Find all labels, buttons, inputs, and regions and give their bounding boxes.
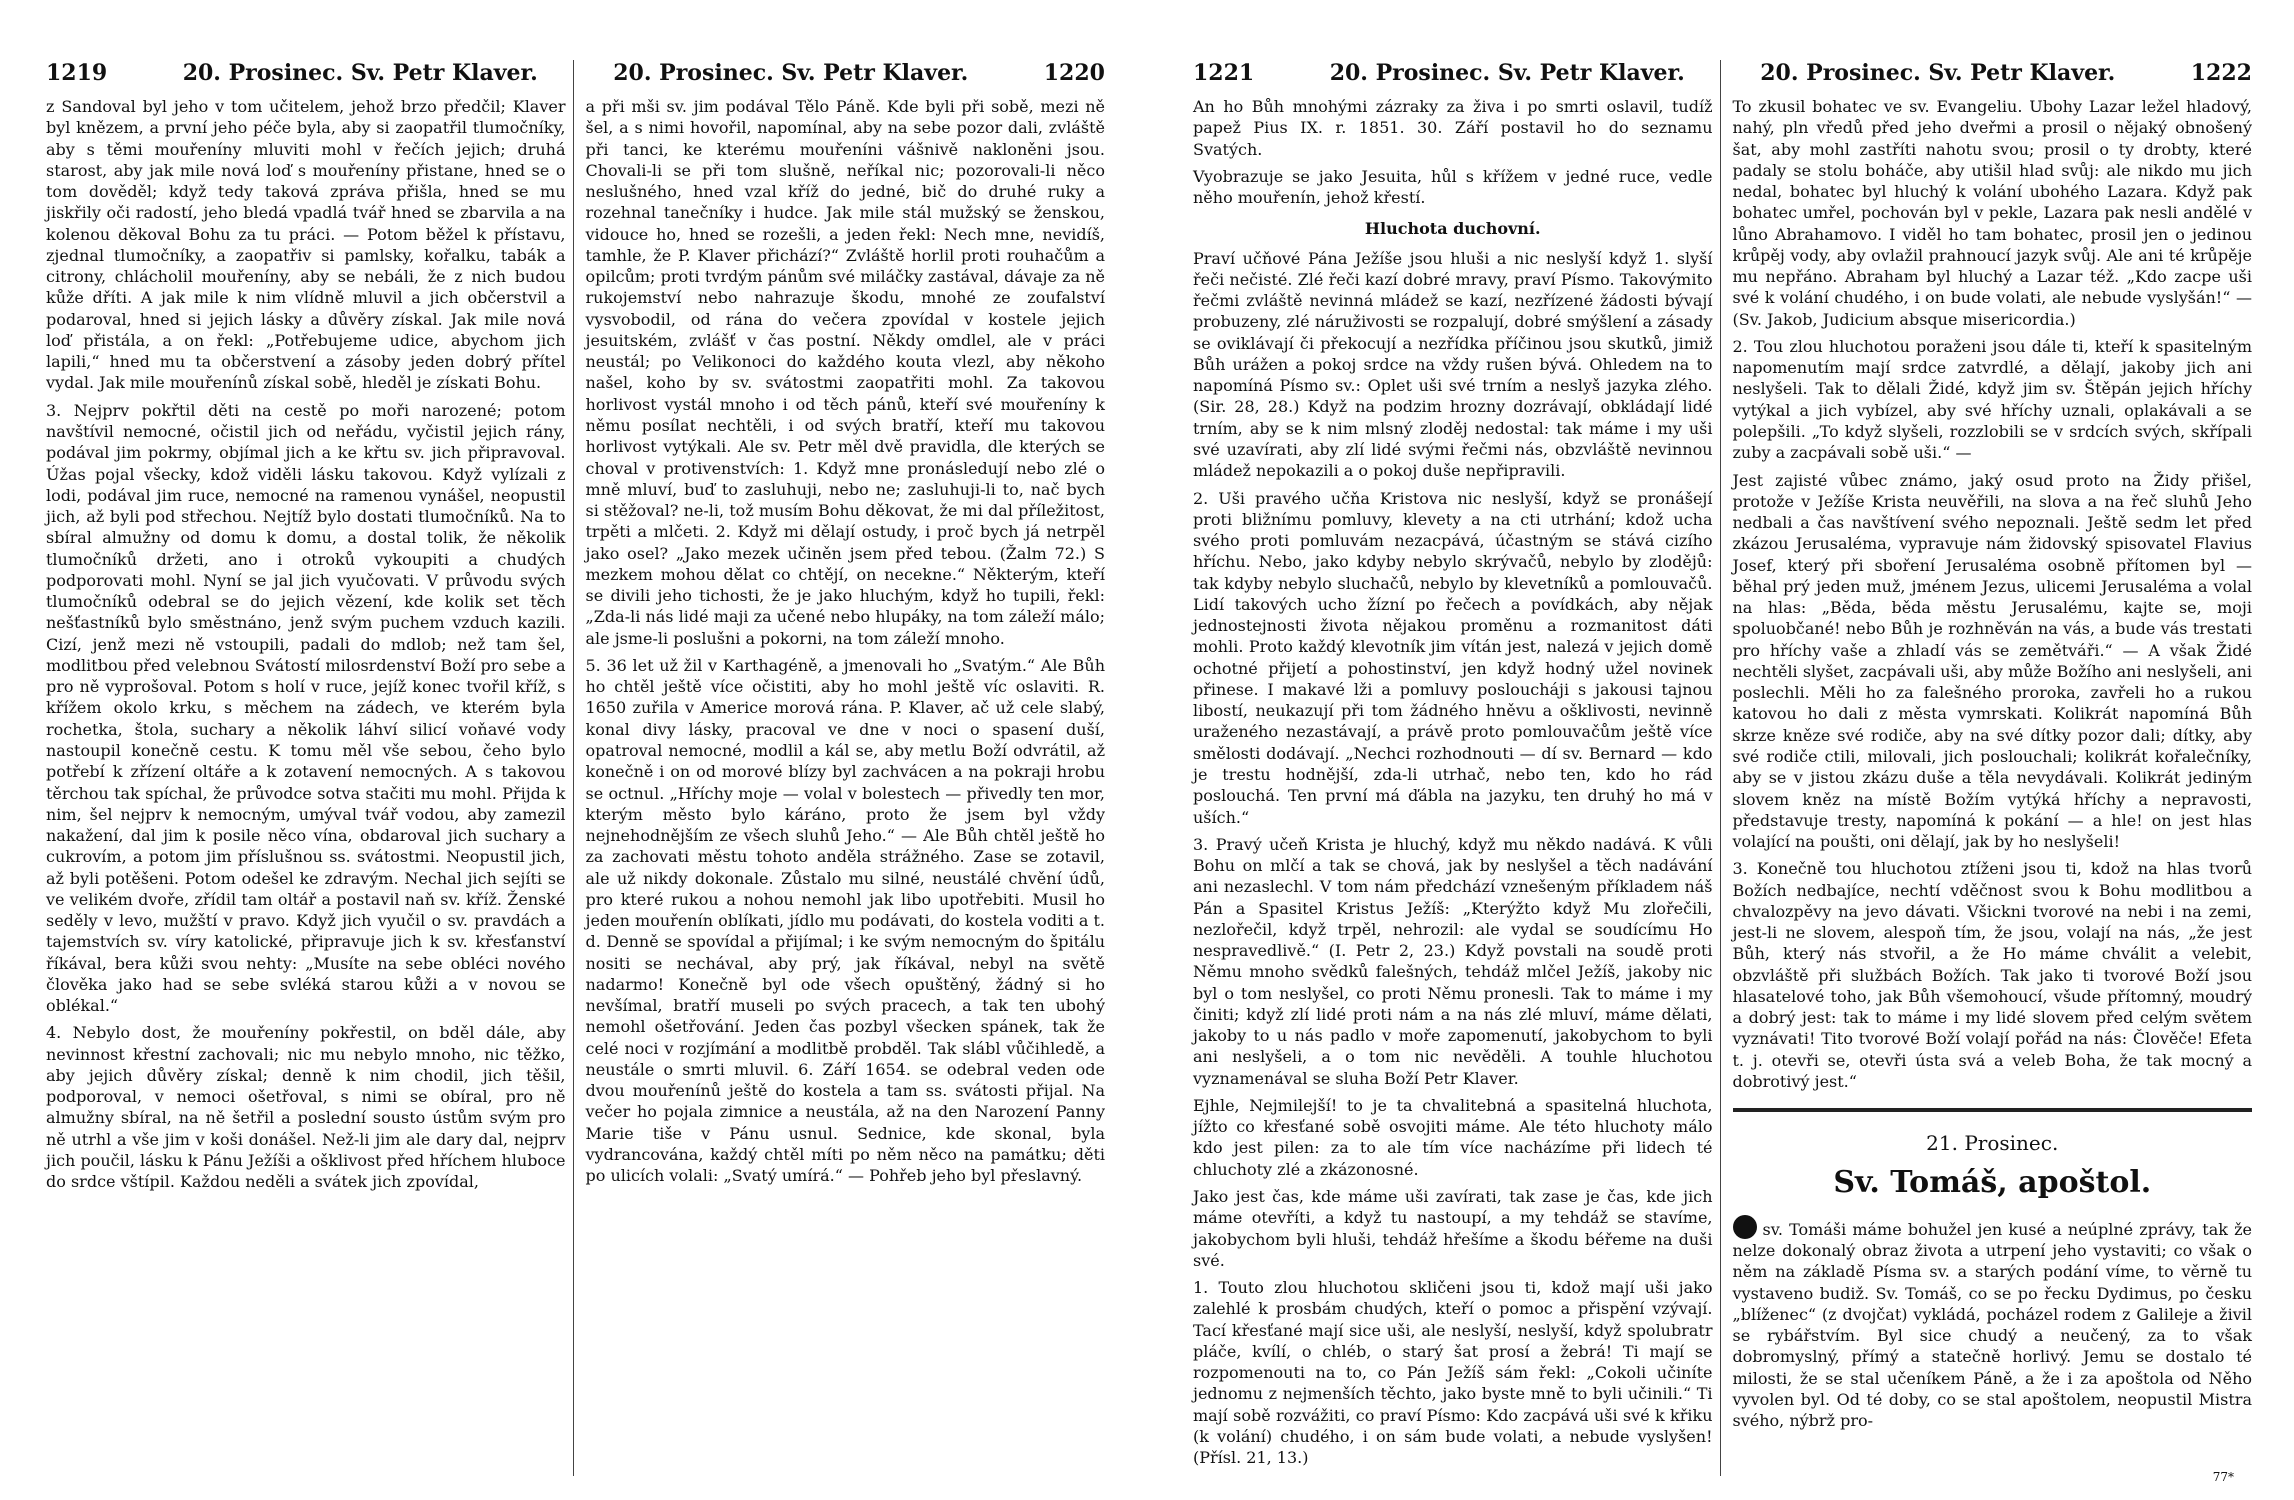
paragraph: To zkusil bohatec ve sv. Evangeliu. Ubohy Lazar ležel hladový, nahý, pln vředů před jeho dveřmi a prosil o nějaký obnošený šat, aby mohl zastříti nahotu svou; prosil o ty drobty, které padaly se stolu boháče, aby utišil hlad svůj: ale nikdo mu jich nedal, bohatec byl hluchý k volání ubohého Lazara. Když pak bohatec umřel, pochován byl v pekle, Lazara pak nesli andělé v lůno Abrahamovo. I viděl ho tam bohatec, prosil jen o jedinou krůpěj vody, aby ovlažil prahnoucí jazyk svůj. Ale ani té krůpěje mu nepřáno. Abraham byl hluchý a Lazar též. „Kdo zacpe uši své k volání chudého, i on bude volati, ale nebude vyslyšán!“ — (Sv. Jakob, Judicium absque misericordia.) bbox=[1732, 97, 2252, 329]
date-header: 21. Prosinec. bbox=[1926, 1131, 2059, 1156]
page-number-right: 1220 bbox=[1043, 60, 1105, 86]
paragraph: 3. Konečně tou hluchotou ztíženi jsou ti, kdož na hlas tvorů Božích nedbajíce, nechtí vděčnost svou k Bohu modlitbou a chvalozpěvy na jevo dávati. Všickni tvorové na nebi i na zemi, jest-li ne slovem, alespoň tím, že jsou, volají na nás, „že jest Bůh, který nás stvořil, a že Ho máme chválit a velebit, obzvláště při službách Božích. Tak jako ti tvorové Boží jsou hlasatelové toho, jak Bůh všemohoucí, všude přítomný, moudrý a dobrý jest: tak to máme i my lidé slovem před celým světem vyznávati! Tito tvorové Boží volají pořád na nás: Člověče! Efeta t. j. otevři se, otevři ústa svá a veleb Boha, že tak mocný a dobrotivý jest.“ bbox=[1732, 859, 2252, 1091]
paragraph: a při mši sv. jim podával Tělo Páně. Kde byli při sobě, mezi ně šel, a s nimi hovořil, napomínal, aby na sebe pozor dali, zvláště při tanci, ke kterému mouřeníni vášnivě nakloněni jsou. Chovali-li se při tom slušně, neříkal nic; pozorovali-li něco neslušného, hned vzal kříž do jedné, bič do druhé ruky a rozehnal tanečníky i hudce. Jak mile stál mužský se ženskou, vidouce ho, hned se rozešli, a jeden řekl: Nech mne, nevidíš, tamhle, že P. Klaver přichází?“ Zvláště horlil proti rouhačům a opilcům; proti tvrdým pánům své miláčky zastával, dávaje za ně rukojemství nebo nahrazuje škodu, mnohé ze zoufalství vysvobodil, od rána do večera zpovídal v kostele jejich jesuitském, zvlášť v čas postní. Někdy omdlel, ale v práci neustál; po Velikonoci do každého kouta vlezl, aby někoho našel, koho by sv. svátostmi zaopatřiti mohl. Za takovou horlivost vystál mnoho i od těch pánů, kteří své mouřeníny k němu posílat nechtěli, i od svých bratří, kteří mu takovou horlivost vytýkali. Ale sv. Petr měl dvě pravidla, dle kterých se choval v protivenstvích: 1. Když mne pronásledují nebo zlé o mně mluví, buď to zasluhuji, nebo ne; zasluhuji-li to, nač bych si stěžoval? ne-li, tož musím Bohu děkovat, že mi dal příležitost, trpěti a mlčeti. 2. Když mi dělají ostudy, i proč bych já netrpěl jako osel? „Jako mezek učiněn jsem před tebou. (Žalm 72.) S mezkem mohou dělat co chtějí, on necekne.“ Některým, kteří se divili jeho tichosti, že je jako hluchým, když ho tupili, řekl: „Zda-li nás lidé maji za učené nebo hlupáky, na tom záleží málo; ale jsme-li poslušni a pokorni, na tom záleží mnoho. bbox=[585, 97, 1105, 648]
paragraph: 2. Tou zlou hluchotou poraženi jsou dále ti, kteří k spasitelným napomenutím mají srdce zatvrdlé, a dělají, jakoby jich ani neslyšeli. Tak to dělali Židé, když jim sv. Štěpán jejich hříchy vytýkal a jich vybízel, aby své hříchy uznali, oplakávali a se polepšili. „To když slyšeli, rozzlobili se v srdcích svých, skřípali zuby a zacpávali sobě uši.“ — bbox=[1732, 336, 2252, 463]
saint-title: Sv. Tomáš, apoštol. bbox=[1833, 1164, 2152, 1200]
column-divider bbox=[573, 60, 574, 1476]
right-page-column-2 bbox=[1733, 96, 2253, 1442]
section-title: Hluchota duchovní. bbox=[1364, 219, 1541, 239]
paragraph: Jest zajisté vůbec známo, jaký osud proto na Židy přišel, protože v Ježíše Krista neuvěřili, na slova a na řeč sluhů Jeho nedbali a čas navštívení svého nepoznali. Ještě sedm let před zkázou Jerusaléma, vypravuje nám židovský spisovatel Flavius Josef, který při sboření Jerusaléma osobně přítomen byl — běhal prý jeden muž, jménem Jezus, ulicemi Jerusaléma a volal na hlas: „Běda, běda městu Jerusalému, kajte se, moji spoluobčané! nebo Bůh je rozhněván na vás, a bude vás trestati pro hříchy vaše a zhladí vás se zemětváři.“ — A však Židé nechtěli slyšet, zacpávali uši, aby může Božího ani neslyšeli, ani poslechli. Měli ho za falešného proroka, zavřeli ho a rukou katovou ho dali z města vymrskati. Kolikrát napomíná Bůh skrze kněze své rodiče, aby na své dítky pozor dali; dítky, aby své rodiče ctili, milovali, jich poslouchali; kolikrát kořalečníky, aby se v jistou zkázu duše a těla nevydávali. Kolikrát jediným slovem kněz na místě Božím vytýká hříchy a nepravosti, představuje tresty, napomíná k pokání — a hle! on jest hlas volající na poušti, oni dělají, jak by ho neslyšeli! bbox=[1732, 470, 2252, 852]
running-title-right: 20. Prosinec. Sv. Petr Klaver. bbox=[613, 60, 969, 86]
right-page bbox=[1147, 0, 2294, 1500]
paragraph: z Sandoval byl jeho v tom učitelem, jehož brzo předčil; Klaver byl knězem, a první jeho péče byla, aby si zaopatřil tlumočníky, aby s těmi mouřeníny mluviti mohl v řečích jejich; druhá starost, aby jak mile nová loď s mouřeníny přistane, hned se o tom dověděl; když tedy taková zpráva přišla, hned se mu jiskřily oči radostí, jeho bledá vpadlá tvář hned se zbarvila a na kolenou děkoval Bohu za tu práci. — Potom běžel k přístavu, zjednal tlumočníky, a zaopatřiv si pamlsky, kořalku, tabák a citrony, chlácholil mouřeníny, aby se nebáli, že z nich budou kůže dříti. A jak mile k nim vlídně mluvil a jich občerstvil a podaroval, hned si jejich lásky a důvěry získal. Jak mile nová loď přistála, a on řekl: „Potřebujeme udice, abychom jich lapili,“ hned mu ta občerstvení a zásoby jeden dobrý přítel vydal. Jak mile mouřenínů získal sobě, hleděl je získati Bohu. bbox=[46, 97, 566, 393]
paragraph: Vyobrazuje se jako Jesuita, hůl s křížem v jedné ruce, vedle něho mouřenín, jehož křestí. bbox=[1193, 166, 1713, 208]
right-page-header bbox=[1193, 60, 2252, 86]
paragraph: 3. Nejprv pokřtil děti na cestě po moři narozené; potom navštívil nemocné, očistil jich od neřádu, vyčistil jejich rány, podával jim pokrmy, objímal jich a ke křtu sv. jich připravoval. Úžas pojal všecky, kdož viděli lásku takovou. Když vylízali z lodi, podával jim ruce, nemocné na ramenou vynášel, neopustil jich, až byli pod střechou. Nejtíž bylo dostati tlumočníků. Na to sbíral almužny od domu k domu, a dostal tolik, že několik tlumočníků držeti, ano i otroků vykoupiti a chudých podporovati mohl. Nyní se jal jich vyučovati. V průvodu svých tlumočníků odebral se do jejich vězení, kde kolik set těch nešťastníků bylo směstnáno, jenž svým puchem vzduch kazili. Cizí, jenž mezi ně vstoupili, padali do mdlob; než tam šel, modlitbou před velebnou Svátostí milosrdenství Boží pro sebe a pro ně vyprošoval. Potom s holí v ruce, jejíž konec tvořil kříž, s křížem okolo krku, s měchem na zádech, ve kterém byla rochetka, štola, suchary a několik láhví silicí voňavé vody nastoupil konečně cestu. K tomu měl vše sebou, čeho bylo potřebí k zřízení oltáře a k zotavení nemocných. A s takovou těrchou tak spíchal, že průvodce sotva stačiti mu mohl. Přijda k nim, šel nejprv k nemocným, umýval tvář vodou, aby zamezil nakažení, dal jim k posile něco vína, obdaroval jich suchary a cukrovím, a potom jim příslušnou ss. svátostmi. Neopustil jich, až byli potěšeni. Potom odešel ke zdravým. Nechal jich sejíti se ve velikém dvoře, zřídil tam oltář a postavil naň sv. kříž. Ženské seděly v levo, mužští v pravo. Když jich vyučil o sv. pravdách a tajemstvích sv. víry katolické, připravuje jich k sv. křesťanství říkával, bera kůži svou nehty: „Musíte na sebe obléci nového člověka jako had se sebe svléká starou kůži a v novou se oblékal.“ bbox=[46, 400, 566, 1016]
running-title-right: 20. Prosinec. Sv. Petr Klaver. bbox=[1760, 60, 2116, 86]
paragraph: Jako jest čas, kde máme uši zavírati, tak zase je čas, kde jich máme otevříti, a když tu nastoupí, a my tehdáž se stavíme, jakobychom byli hluši, tehdáž hřešíme a škodu béřeme na duši své. bbox=[1193, 1187, 1713, 1270]
paragraph: 3. Pravý učeň Krista je hluchý, když mu někdo nadává. K vůli Bohu on mlčí a tak se chová, jak by neslyšel a těch nadávání ani nezaslechl. V tom nám předchází vznešeným příkladem náš Pán a Spasitel Kristus Ježíš: „Kterýžto když Mu zlořečili, nezlořečil, když trpěl, nehrozil: ale vydal se soudícímu Ho nespravedlivě.“ (I. Petr 2, 23.) Když povstali na soudě proti Němu mnoho svědků falešných, tehdáž mlčel Ježíš, jakoby nic byl o tom neslyšel, co proti Němu pronesli. Tak to máme i my činiti; když zlí lidé proti nám a na nás zlé mluví, máme dělati, jakoby to u nás padlo v moře zapomenutí, jakobychom to byli ani neslyšeli, a o tom nic nevěděli. A touhle hluchotou vyznamenával se sluha Boží Petr Klaver. bbox=[1193, 834, 1713, 1088]
page-number-right: 1222 bbox=[2190, 60, 2252, 86]
section-rule bbox=[1733, 1108, 2253, 1112]
paragraph: Ejhle, Nejmilejší! to je ta chvalitebná a spasitelná hluchota, jížto co křesťané sobě osvojiti máme. Ale této hluchoty málo kdo jest pilen: za to ale tím více nacházíme při lidech té chluchoty zlé a zkázonosné. bbox=[1193, 1095, 1713, 1179]
column-divider bbox=[1720, 60, 1721, 1476]
saint-text-body: sv. Tomáši máme bohužel jen kusé a neúplné zprávy, tak že nelze dokonalý obraz života a utrpení jeho vystaviti; co však o něm na základě Písma sv. a starých podání víme, to věrně tu vystaveno budiž. Sv. Tomáš, co se po řecku Dydimus, po česku „blíženec“ (z dvojčat) vykládá, pocházel rodem z Galileje a živil se rybářstvím. Byl sice chudý a neučený, za to však dobromyslný, přímý a statečně horlivý. Jemu se dostalo té milosti, že se stal učeníkem Páně, a že i za apoštola od Něho vyvolen byl. Od té doby, co se stal apoštolem, neopustil Mistra svého, nýbrž pro- bbox=[1732, 1219, 2252, 1431]
running-title-left: 20. Prosinec. Sv. Petr Klaver. bbox=[1329, 60, 1685, 86]
paragraph: An ho Bůh mnohými zázraky za živa i po smrti oslavil, tudíž papež Pius IX. r. 1851. 30. Září postavil ho do seznamu Svatých. bbox=[1193, 97, 1713, 159]
page-number-left: 1219 bbox=[46, 60, 108, 86]
saint-text bbox=[1733, 1215, 2253, 1432]
page-number-left: 1221 bbox=[1193, 60, 1255, 86]
paragraph: 1. Touto zlou hluchotou skličeni jsou ti, kdož mají uši jako zalehlé k prosbám chudých, kteří o pomoc a přispění vzývají. Tací křesťané mají sice uši, ale neslyší, neslyší, když spolubratr pláče, kvílí, o chléb, o starý šat prosí a žebrá! Ti mají se rozpomenouti na to, co Pán Ježíš sám řekl: „Cokoli učiníte jednomu z nejmenších těchto, jako byste mně to byli učinili.“ Ti mají sobě rozvážiti, co praví Písmo: Kdo zacpává uši své k křiku (k volání) chudého, i on sám bude volati, a nebude vyslyšen! (Přísl. 21, 13.) bbox=[1193, 1278, 1713, 1468]
paragraph: 5. 36 let už žil v Karthagéně, a jmenovali ho „Svatým.“ Ale Bůh ho chtěl ještě více očistiti, aby ho mohl ještě víc oslaviti. R. 1650 zuřila v Americe morová rána. P. Klaver, ač už cele slabý, konal divy lásky, pracoval ve dne v noci o spasení duší, opatroval nemocné, modlil a kál se, aby metlu Boží odvrátil, až konečně i on od morové blízy byl zachvácen a na pokraji hrobu se octnul. „Hříchy moje — volal v bolestech — přivedly ten mor, kterým město bylo káráno, proto že jsem byl vždy nejnehodnějším ze všech sluhů Jeho.“ — Ale Bůh chtěl ještě ho za zachovati městu tohoto anděla strážného. Zase se zotavil, ale už nikdy dokonale. Zůstalo mu silné, neustálé chvění údů, pro které rukou a nohou nemohl jak libo upotřebiti. Musil ho jeden mouřenín oblíkati, jídlo mu podávati, do kostela voditi a t. d. Denně se spovídal a přijímal; i ke svým nemocným do špitálu nositi se nechával, aby prý, jak říkával, nebyl na světě nadarmo! Konečně byl ode všech opuštěný, žádný si ho nevšímal, bratří museli po svých pracech, a tak ten ubohý nemohl ošetřování. Jeden čas pozbyl všecken spánek, tak že celé noci v rozjímání a modlitbě probděl. Tak slábl vůčihledě, a neustále o smrti mluvil. 6. Září 1654. se odebral veden ode dvou mouřenínů ještě do kostela a tam ss. svátosti přijal. Na večer ho pojala zimnice a neustála, až na den Narození Panny Marie tiše v Pánu usnul. Sednice, kde skonal, byla vydrancována, každý chtěl míti po něm něco na památku; děti po ulicích volali: „Svatý umírá.“ — Pohřeb jeho byl přeslavný. bbox=[585, 655, 1105, 1186]
right-page-column-1 bbox=[1193, 96, 1713, 1468]
running-title-left: 20. Prosinec. Sv. Petr Klaver. bbox=[182, 60, 538, 86]
left-page-column-2 bbox=[586, 96, 1106, 1442]
left-page-header bbox=[46, 60, 1105, 86]
paragraph: Praví učňové Pána Ježíše jsou hluši a nic neslyší když 1. slyší řeči nečisté. Zlé řeči kazí dobré mravy, praví Písmo. Takovýmito řečmi zvláště nevinná mládež se kazí, nezřízené žádosti bývají probuzeny, zlé náruživosti se rozpalují, dobré smýšlení a zásady se oviklávají či překocují a nezřídka příčinou jsou skutků, jimiž Bůh urážen a pokoj srdce na vždy rušen bývá. Ohledem na to napomíná Písmo sv.: Oplet uši své trním a neslyš jazyka zlého. (Sir. 28, 28.) Když na podzim hrozny dozrávají, obkládají lidé trním, aby se k nim mlsný zloděj nedostal: tak máme i my uši své uzavírati, aby zlí lidé svými řečmi nás, obzvláště nevinnou mládež nepokazili a o pokoj duše nepřipravili. bbox=[1193, 248, 1713, 481]
footer-mark: 77* bbox=[2212, 1470, 2234, 1484]
paragraph: 4. Nebylo dost, že mouřeníny pokřestil, on bděl dále, aby nevinnost křestní zachovali; nic mu nebylo mnoho, nic těžko, aby jejich důvěry získal; denně k nim chodil, jich těšil, podporoval, v nemoci ošetřoval, s nimi se obíral, pro ně almužny sbíral, na ně šetřil a poslední sousto ústům svým pro ně utrhl a vše jim v koši donášel. Než-li jim ale dary dal, nejprv jich poučil, lásku k Pánu Ježíši a ošklivost před hříchem hluboce do srdce vštípil. Každou neděli a svátek jich zpovídal, bbox=[46, 1023, 566, 1192]
dropcap-ornament-icon bbox=[1733, 1215, 1757, 1239]
left-page-column-1 bbox=[46, 96, 566, 1442]
paragraph: 2. Uši pravého učňa Kristova nic neslyší, když se pronášejí proti bližnímu pomluvy, klevety a na cti utrhání; kdož ucha svého proti pomluvám nezacpává, účastným se stává cizího hříchu. Nebo, jako kdyby nebylo skrývačů, nebylo by zlodějů: tak kdyby nebylo sluchačů, nebylo by klevetníků a pomlouvačů. Lidí takových ucho žízní po řečech a povídkách, aby nějak jednostejnosti života nějakou proměnu a rozmanitost dáti mohli. Proto každý klevotník jim vítán jest, nalezá v jejich domě ochotné přijetí a pohostinství, jen když hodný užel novinek přinese. I makavé lži a pomluvy posloucháji s jakousi tajnou libostí, neukazují při tom žádného hněvu a ošklivosti, nevinně uraženého nezastávají, a právě proto pomlouvačům ještě více smělosti dodávají. „Nechci rozhodnouti — dí sv. Bernard — kdo je trestu hodnější, zda-li utrhač, nebo ten, kdo ho rád poslouchá. Ten první má ďábla na jazyku, ten druhý ho má v uších.“ bbox=[1193, 488, 1713, 827]
